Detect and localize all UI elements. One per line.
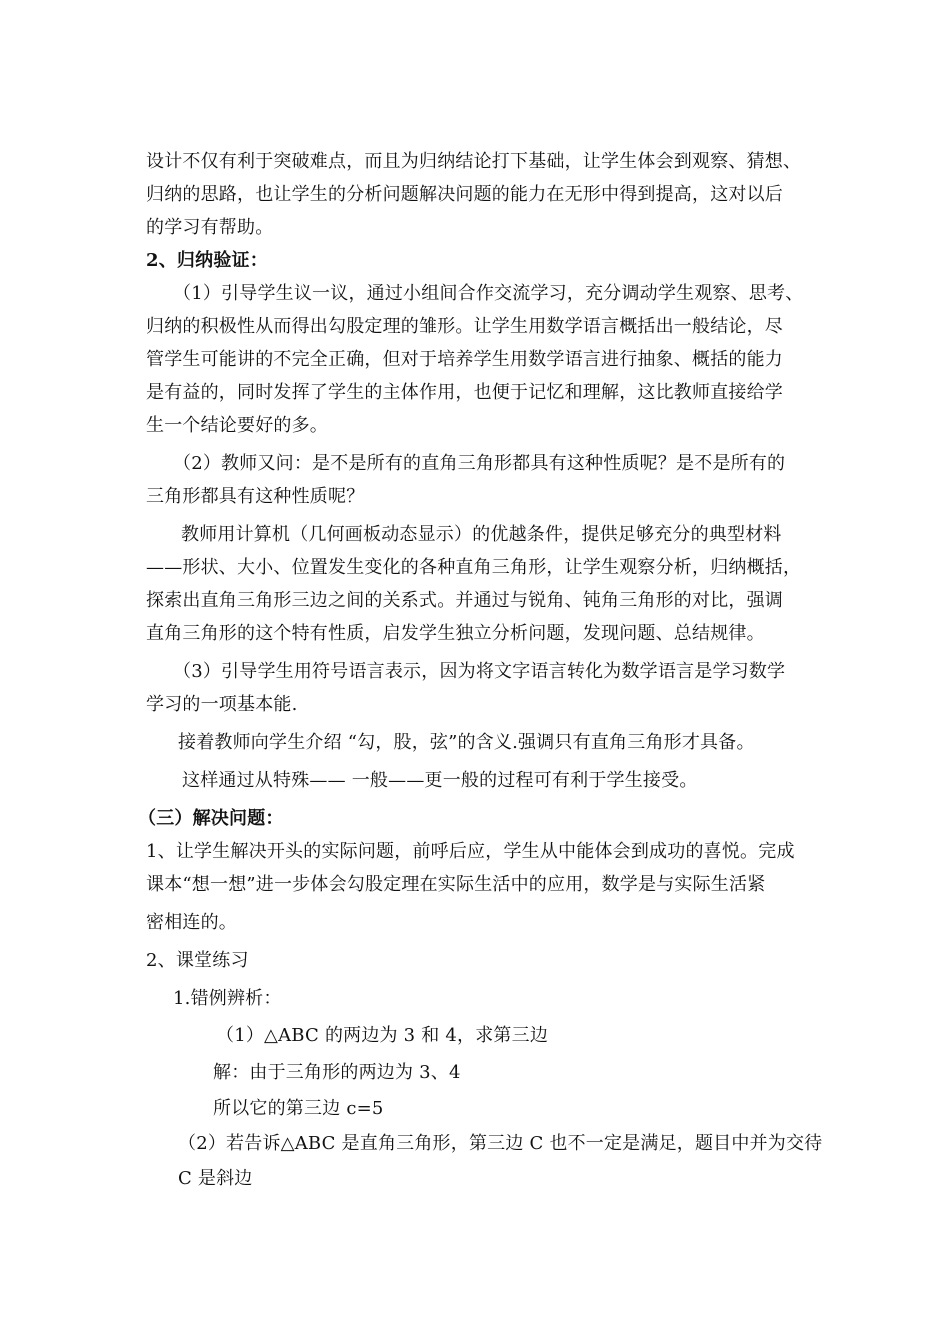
subsection-heading: 2、课堂练习 xyxy=(146,950,249,971)
section-heading: 2、归纳验证： xyxy=(146,250,268,271)
section-heading: （三）解决问题： xyxy=(138,808,284,829)
paragraph-line: 接着教师向学生介绍 “勾，股，弦”的含义.强调只有直角三角形才具备。 xyxy=(178,732,755,753)
paragraph-line: 归纳的积极性从而得出勾股定理的雏形。让学生用数学语言概括出一般结论，尽 xyxy=(146,316,783,337)
paragraph-line: 是有益的，同时发挥了学生的主体作用，也便于记忆和理解，这比教师直接给学 xyxy=(146,382,783,403)
paragraph-line: 学习的一项基本能. xyxy=(146,694,298,715)
paragraph-line: 教师用计算机（几何画板动态显示）的优越条件，提供足够充分的典型材料 xyxy=(181,524,782,545)
paragraph-line: 的学习有帮助。 xyxy=(146,217,274,238)
paragraph-line: 直角三角形的这个特有性质，启发学生独立分析问题，发现问题、总结规律。 xyxy=(146,623,765,644)
paragraph-line: ——形状、大小、位置发生变化的各种直角三角形，让学生观察分析，归纳概括， xyxy=(146,557,802,578)
paragraph-line: （2）教师又问：是不是所有的直角三角形都具有这种性质呢？是不是所有的 xyxy=(173,453,786,474)
paragraph-line: 生一个结论要好的多。 xyxy=(146,415,328,436)
exercise-line: （2）若告诉△ABC 是直角三角形，第三边 C 也不一定是满足，题目中并为交待 xyxy=(178,1133,823,1154)
exercise-line: C 是斜边 xyxy=(178,1168,253,1189)
paragraph-line: 管学生可能讲的不完全正确，但对于培养学生用数学语言进行抽象、概括的能力 xyxy=(146,349,783,370)
paragraph-line: 课本“想一想”进一步体会勾股定理在实际生活中的应用，数学是与实际生活紧 xyxy=(146,874,766,895)
paragraph-line: 三角形都具有这种性质呢？ xyxy=(146,486,365,507)
paragraph-line: （3）引导学生用符号语言表示，因为将文字语言转化为数学语言是学习数学 xyxy=(173,661,786,682)
subsection-heading: 1.错例辨析： xyxy=(173,988,282,1009)
paragraph-line: 密相连的。 xyxy=(146,912,237,933)
exercise-line: （1）△ABC 的两边为 3 和 4，求第三边 xyxy=(216,1025,549,1046)
paragraph-line: 这样通过从特殊—— 一般——更一般的过程可有利于学生接受。 xyxy=(182,770,698,791)
paragraph-line: 1、让学生解决开头的实际问题，前呼后应，学生从中能体会到成功的喜悦。完成 xyxy=(146,841,795,862)
paragraph-line: （1）引导学生议一议，通过小组间合作交流学习，充分调动学生观察、思考、 xyxy=(173,283,804,304)
exercise-line: 解：由于三角形的两边为 3、4 xyxy=(213,1062,461,1083)
paragraph-line: 归纳的思路，也让学生的分析问题解决问题的能力在无形中得到提高，这对以后 xyxy=(146,184,783,205)
paragraph-line: 探索出直角三角形三边之间的关系式。并通过与锐角、钝角三角形的对比，强调 xyxy=(146,590,783,611)
paragraph-line: 设计不仅有利于突破难点，而且为归纳结论打下基础，让学生体会到观察、猜想、 xyxy=(146,151,802,172)
exercise-line: 所以它的第三边 c=5 xyxy=(213,1098,384,1119)
